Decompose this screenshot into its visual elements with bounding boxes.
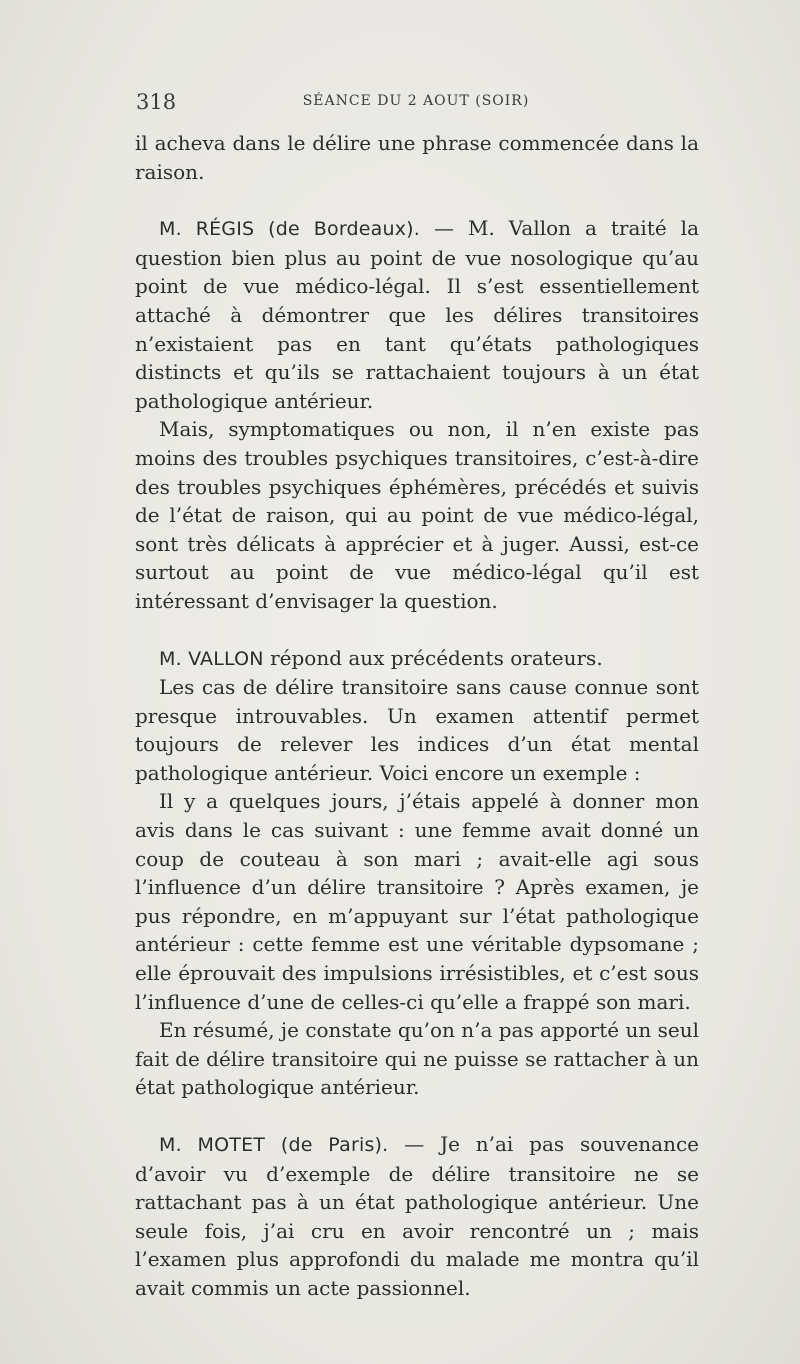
paragraph-text: En résumé, je constate qu’on n’a pas apporté un seul fait de délire transitoire qui ne puisse se rattacher à un état pathologique antérieur.: [135, 1018, 699, 1100]
paragraph-vallon-summary: [135, 1016, 699, 1102]
running-head-title: SÉANCE DU 2 AOUT (SOIR): [302, 93, 530, 109]
paragraph-regis: [135, 214, 699, 415]
paragraph-continuation: [135, 129, 699, 186]
paragraph-text: — Je n’ai pas souvenance d’avoir vu d’exemple de délire transitoire ne se rattachant pas à un état pathologique antérieur. Une seule fois, j’ai cru en avoir rencontré un ; mais l’examen plus approfondi du malade me montra qu’il avait commis un acte passionnel.: [135, 1132, 700, 1300]
paragraph-text: répond aux précédents orateurs.: [263, 645, 603, 670]
paragraph-text: Mais, symptomatiques ou non, il n’en existe pas moins des troubles psychiques transitoires, c’est-à-dire des troubles psychiques éphémères, précédés et suivis de l’état de raison, qui au point de vue médico-légal, sont très délicats à apprécier et à juger. Aussi, est-ce surtout au point de vue médico-légal qu’il est intéressant d’envisager la question.: [135, 417, 699, 613]
paragraph-vallon: [135, 644, 699, 674]
paragraph-text: il acheva dans le délire une phrase commencée dans la raison.: [135, 131, 699, 184]
paragraph-vallon-example: [135, 787, 699, 1016]
body-text: [135, 129, 699, 1303]
running-head: [136, 90, 696, 118]
paragraph-motet: [135, 1130, 699, 1303]
paragraph-regis-continued: [135, 415, 699, 615]
paragraph-text: Il y a quelques jours, j’étais appelé à donner mon avis dans le cas suivant : une femme avait donné un coup de couteau à son mari ; avait-elle agi sous l’influence d’un délire transitoire ? Après examen, je pus répondre, en m’appuyant sur l’état pathologique antérieur : cette femme est une véritable dypsomane ; elle éprouvait des impulsions irrésistibles, et c’est sous l’influence d’une de celles-ci qu’elle a frappé son mari.: [135, 789, 699, 1014]
paragraph-text: — M. Vallon a traité la question bien plus au point de vue nosologique qu’au point de vue médico-légal. Il s’est essentiellement attaché à démontrer que les délires transitoires n’existaient pas en tant qu’états pathologiques distincts et qu’ils se rattachaient toujours à un état pathologique antérieur.: [135, 216, 699, 413]
paragraph-vallon-cases: [135, 673, 699, 787]
paragraph-text: Les cas de délire transitoire sans cause connue sont presque introuvables. Un examen attentif permet toujours de relever les indices d’un état mental pathologique antérieur. Voici encore un exemple :: [135, 675, 699, 785]
speaker-name: M. VALLON: [159, 647, 264, 670]
speaker-name: M. MOTET (de Paris).: [159, 1134, 389, 1156]
page-number: 318: [136, 90, 177, 114]
speaker-name: M. RÉGIS (de Bordeaux).: [159, 218, 421, 241]
